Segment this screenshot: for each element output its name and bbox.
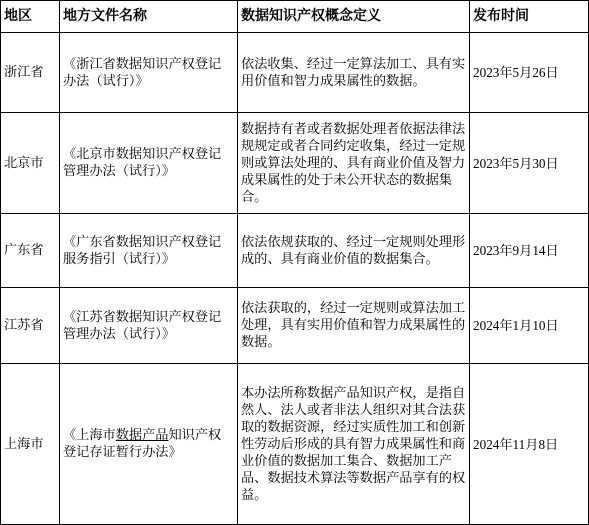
doc-name-underlined: 数据产品: [115, 428, 169, 443]
table-row: [1, 288, 589, 364]
cell-definition: 依法依规获取的、经过一定规则处理形成的、具有商业价值的数据集合。: [238, 214, 470, 288]
cell-region: 广东省: [1, 214, 60, 288]
table-row: [1, 364, 589, 525]
cell-definition: 本办法所称数据产品知识产权，是指自然人、法人或者非法人组织对其合法获取的数据资源，经过实质性加工和创新性劳动后形成的具有智力成果属性和商业价值的数据加工集合、数据加工产品、数据技术算法等数据产品享有的权益。: [238, 364, 470, 525]
cell-date: 2023年9月14日: [470, 214, 589, 288]
doc-name-prefix: 《上海市: [63, 428, 116, 443]
cell-region: 浙江省: [1, 33, 60, 113]
cell-definition: 依法收集、经过一定算法加工、具有实用价值和智力成果属性的数据。: [238, 33, 470, 113]
table-row: [1, 33, 589, 113]
cell-date: 2023年5月26日: [470, 33, 589, 113]
cell-doc-name: [60, 364, 238, 525]
cell-definition: 数据持有者或者数据处理者依据法律法规规定或者合同约定收集，经过一定规则或算法处理的、具有商业价值及智力成果属性的处于未公开状态的数据集合。: [238, 113, 470, 214]
cell-definition: 依法获取的，经过一定规则或算法加工处理，具有实用价值和智力成果属性的数据。: [238, 288, 470, 364]
header-definition: 数据知识产权概念定义: [238, 1, 470, 33]
header-date: 发布时间: [470, 1, 589, 33]
cell-doc-name: 《浙江省数据知识产权登记办法（试行）》: [60, 33, 238, 113]
table-row: [1, 214, 589, 288]
cell-region: 江苏省: [1, 288, 60, 364]
doc-name-suffix: 知识产权登记存证暂行办法》: [63, 428, 222, 460]
header-doc-name: 地方文件名称: [60, 1, 238, 33]
cell-date: 2024年1月10日: [470, 288, 589, 364]
cell-doc-name: 《江苏省数据知识产权登记管理办法（试行）》: [60, 288, 238, 364]
cell-doc-name: 《广东省数据知识产权登记服务指引（试行）》: [60, 214, 238, 288]
table-header-row: [1, 1, 589, 33]
header-region: 地区: [1, 1, 60, 33]
table-row: [1, 113, 589, 214]
cell-region: 上海市: [1, 364, 60, 525]
cell-region: 北京市: [1, 113, 60, 214]
cell-doc-name: 《北京市数据知识产权登记管理办法（试行）》: [60, 113, 238, 214]
cell-date: 2024年11月8日: [470, 364, 589, 525]
cell-date: 2023年5月30日: [470, 113, 589, 214]
